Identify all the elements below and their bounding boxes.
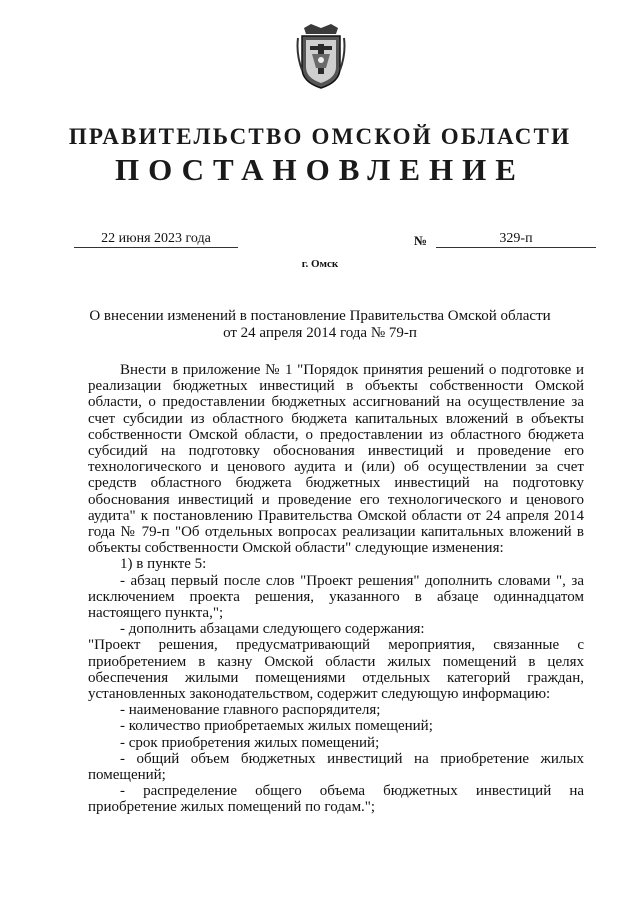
government-name: ПРАВИТЕЛЬСТВО ОМСКОЙ ОБЛАСТИ [68, 124, 572, 149]
list-item-1: - наименование главного распорядителя; [120, 702, 381, 719]
item-1: 1) в пункте 5: [120, 556, 207, 573]
list-item-4: - общий объем бюджетных инвестиций на приобретение жилых помещений; [88, 750, 584, 784]
quoted-paragraph: "Проект решения, предусматривающий мероприятия, связанные с приобретением в казну Омской области жилых помещений в целях обеспечения жилыми помещениями отдельных категорий граждан, установленных законодательством, содержит следующую информацию: [88, 637, 584, 703]
subject-line-1: О внесении изменений в постановление Правительства Омской области [89, 308, 551, 324]
list-item-5: - распределение общего объема бюджетных инвестиций на приобретение жилых помещений по годам."; [88, 783, 584, 816]
document-number: 329-п [436, 230, 596, 248]
document-subject [60, 308, 580, 342]
document-body [88, 362, 584, 816]
list-item-2: - количество приобретаемых жилых помещений; [120, 718, 433, 735]
document-date: 22 июня 2023 года [74, 230, 238, 248]
omsk-coat-of-arms-emblem [296, 24, 346, 90]
subject-line-2: от 24 апреля 2014 года № 79-п [223, 325, 417, 341]
intro-paragraph: Внести в приложение № 1 "Порядок принятия решений о подготовке и реализации бюджетных инвестиций в объекты собственности Омской области, о предоставлении бюджетных ассигнований на осуществление за счет субсидии из областного бюджета капитальных вложений в объекты собственности Омской области, о предоставлении из областного бюджета субсидий на подготовку обоснования инвестиций и проведение его технологического и ценового аудита и (или) об осуществлении за счет средств областного бюджета бюджетных инвестиций на подготовку обоснования инвестиций и проведение его технологического и ценового аудита" к постановлению Правительства Омской области от 24 апреля 2014 года № 79-п "Об отдельных вопросах реализации капитальных вложений в объекты собственности Омской области" следующие изменения: [88, 362, 584, 557]
document-type-heading: ПОСТАНОВЛЕНИЕ [115, 152, 525, 187]
item-1-subitem-b: - дополнить абзацами следующего содержания: [120, 621, 425, 638]
city-name: г. Омск [301, 258, 339, 270]
list-item-3: - срок приобретения жилых помещений; [120, 734, 380, 751]
number-sign: № [414, 233, 428, 248]
item-1-subitem-a: - абзац первый после слов "Проект решения" дополнить словами ", за исключением проекта решения, указанного в абзаце одиннадцатом настоящего пункта,"; [88, 572, 584, 622]
